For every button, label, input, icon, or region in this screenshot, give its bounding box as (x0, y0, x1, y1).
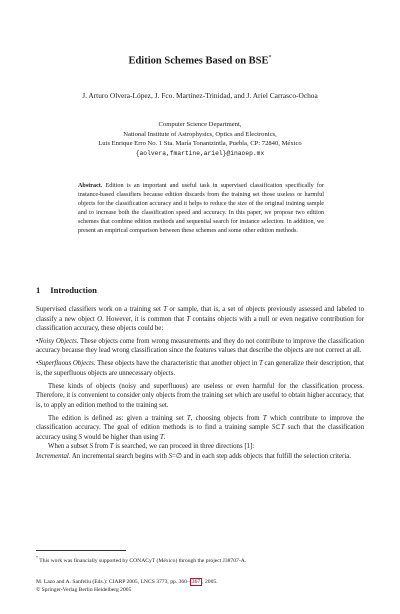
citation-line-2: © Springer-Verlag Berlin Heidelberg 2005 (36, 587, 132, 593)
paragraph-3 (36, 414, 364, 443)
text-run: is searched, we can proceed in three directions [1]: (113, 443, 255, 451)
affiliation (0, 120, 400, 158)
math-symbol: ⊂ (275, 424, 281, 432)
math-var: T (262, 414, 267, 422)
footnote-divider (36, 550, 126, 551)
footnote (36, 555, 366, 564)
text-run: would be higher than using (82, 433, 160, 441)
body-text (36, 305, 364, 461)
paragraph-1 (36, 305, 364, 334)
author-emails: {aolvera,fmartine,ariel}@inaoep.mx (135, 149, 265, 157)
text-run: , choosing objects from (190, 414, 263, 422)
footnote-text: This work was financially supported by CONACyT (México) through the project J38707-A. (38, 557, 247, 564)
bullet-superfluous-objects (36, 359, 364, 378)
affiliation-line-3: Luis Enrique Erro No. 1 Sta. María Tonantzintla, Puebla, CP: 72840, México (98, 140, 302, 147)
abstract-text: Edition is an important and useful task in supervised classification specifically for instance-based classifiers because edition discards from the training set those useless or harmful objects for the classification accuracy and it helps to reduce the size of the original training sample and to increase both the classification speed and accuracy. In this paper, we propose two edition schemes that combine edition methods and sequential search for instance selection. In addition, we present an empirical comparison between these schemes and some other edition methods. (78, 183, 324, 234)
affiliation-line-1: Computer Science Department, (158, 121, 242, 128)
title-footnote-mark: * (268, 55, 272, 61)
math-var: T (163, 306, 168, 313)
text-run: . An incremental search begins with (68, 452, 169, 460)
author-list: J. Arturo Olvera-López, J. Fco. Martínez-Trinidad, and J. Ariel Carrasco-Ochoa (82, 91, 318, 100)
abstract-label: Abstract. (78, 183, 103, 189)
math-var: S (89, 443, 94, 451)
section-title: Introduction (50, 285, 97, 295)
math-var: T (186, 315, 191, 323)
footnote-mark: * (36, 555, 38, 560)
text-run: When a subset (48, 443, 90, 451)
math-var: S (271, 424, 276, 432)
math-var: T (109, 443, 114, 451)
math-var: T (258, 360, 263, 368)
text-run: . These objects have the characteristic that another object in (93, 360, 259, 368)
math-symbol: =∅ (172, 452, 182, 460)
text-run: The edition is defined as: given a training set (48, 414, 187, 422)
math-var: S (78, 433, 82, 441)
paper-title (0, 55, 400, 67)
text-run: Supervised classifiers work on a training set (36, 306, 164, 313)
math-var: T (159, 433, 164, 441)
title-text: Edition Schemes Based on BSE (128, 55, 269, 67)
list-term: Incremental (36, 452, 69, 460)
affiliation-line-2: National Institute of Astrophysics, Optics and Electronics, (123, 130, 277, 138)
text-run: which contribute to improve the classification accuracy. The goal of edition methods is to find a training sample (36, 414, 364, 432)
abstract (78, 182, 324, 236)
text-run: . (163, 433, 166, 441)
bullet-noisy-objects (36, 337, 364, 356)
text-run: . These objects come from wrong measurements and they do not contribute to improve the classification accuracy because they lead wrong classification since the features values that describe the objects are not correct at all. (36, 337, 364, 355)
text-run: such that the classification accuracy using (36, 424, 365, 441)
paragraph-5 (36, 452, 364, 462)
bullet-term: Superfluous Objects (38, 360, 94, 368)
bullet-term: Noisy Objects (38, 337, 77, 345)
text-run: from (93, 443, 110, 451)
text-run: . However, it is common that (102, 315, 187, 323)
paragraph-4 (36, 442, 364, 452)
citation-text: M. Lazo and A. Sanfeliu (Eds.): CIARP 2005, LNCS 3773, pp. 360– (36, 579, 190, 585)
bullet-icon: • (36, 337, 39, 345)
text-run: contains objects with a null or even negative contribution for classification accuracy, these objects could be: (36, 315, 365, 333)
citation-text: , 2005. (202, 579, 218, 585)
section-number: 1 (36, 285, 41, 295)
text-run: or sample, that is, a set of objects previously assessed and labeled to classify a new object (36, 306, 364, 323)
bullet-icon: • (36, 360, 39, 368)
section-heading (36, 285, 97, 295)
math-var: T (280, 424, 285, 432)
page-link[interactable]: 367 (191, 579, 201, 585)
paragraph-2: These kinds of objects (noisy and superfluous) are useless or even harmful for the classification process. Therefore, it is convenient to consider only objects from the training set which are useful to obtain higher accuracy, that is, to apply an edition method to the training set. (36, 382, 364, 409)
math-var: O (97, 315, 103, 323)
math-var: S (168, 452, 173, 460)
text-run: can generalize their description, that is, the superfluous objects are unnecessary objects. (36, 360, 364, 377)
math-var: T (186, 414, 191, 422)
citation-line-1 (36, 578, 366, 586)
citation-block (36, 578, 366, 594)
text-run: and in each step adds objects that fulfill the selection criteria. (181, 452, 351, 460)
